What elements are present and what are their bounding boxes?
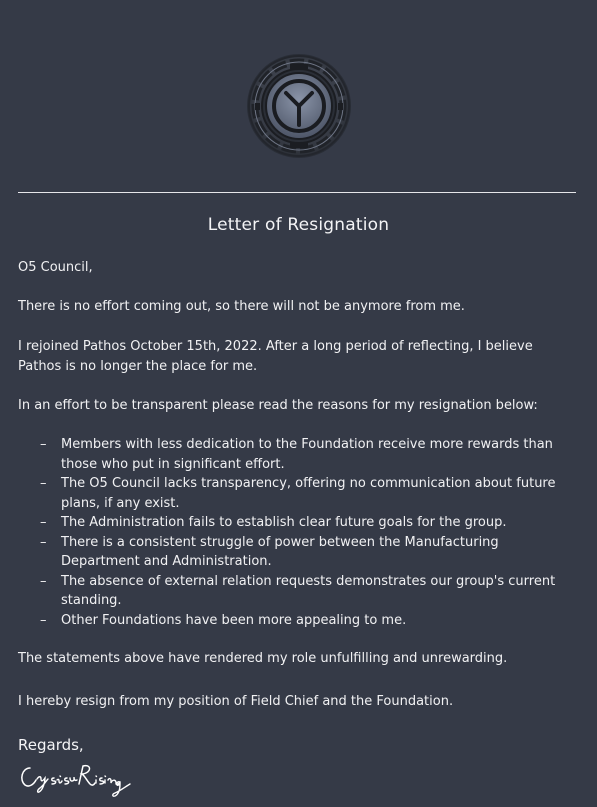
- list-item: [18, 435, 563, 474]
- paragraph-rejoined: I rejoined Pathos October 15th, 2022. After a long period of reflecting, I believe Pathos is no longer the place for me.: [18, 339, 533, 374]
- list-item: [18, 513, 563, 533]
- list-item-text: Members with less dedication to the Foundation receive more rewards than those who put in significant effort.: [61, 437, 553, 472]
- list-item-text: There is a consistent struggle of power between the Manufacturing Department and Administration.: [61, 534, 499, 569]
- paragraph-statements: The statements above have rendered my role unfulfilling and unrewarding.: [18, 651, 508, 666]
- list-item: [18, 474, 563, 513]
- page-title: Letter of Resignation: [207, 215, 390, 235]
- list-dash: –: [40, 437, 47, 452]
- paragraph-effort: There is no effort coming out, so there will not be anymore from me.: [18, 299, 465, 314]
- paragraph-transparent: In an effort to be transparent please read the reasons for my resignation below:: [18, 398, 538, 413]
- signature: [16, 758, 146, 798]
- title-divider: [18, 192, 576, 193]
- list-item-text: The absence of external relation requests demonstrates our group's current standing.: [61, 573, 556, 608]
- list-dash: –: [40, 534, 47, 550]
- list-item: [18, 533, 563, 572]
- list-dash: –: [40, 573, 47, 589]
- list-item: [18, 572, 563, 611]
- closing: Regards,: [18, 736, 84, 754]
- paragraph-resign: I hereby resign from my position of Field Chief and the Foundation.: [18, 694, 454, 709]
- o5-council-seal-icon: [244, 53, 354, 159]
- list-dash: –: [40, 476, 47, 491]
- list-item-text: Other Foundations have been more appealing to me.: [61, 612, 407, 628]
- list-item-text: The O5 Council lacks transparency, offering no communication about future plans, if any exist.: [61, 476, 556, 511]
- reasons-list: [18, 435, 563, 630]
- list-item-text: The Administration fails to establish clear future goals for the group.: [61, 515, 507, 530]
- salutation: O5 Council,: [18, 260, 93, 275]
- list-dash: –: [40, 612, 47, 628]
- list-dash: –: [40, 515, 47, 530]
- logo: [0, 53, 597, 159]
- list-item: [18, 611, 563, 631]
